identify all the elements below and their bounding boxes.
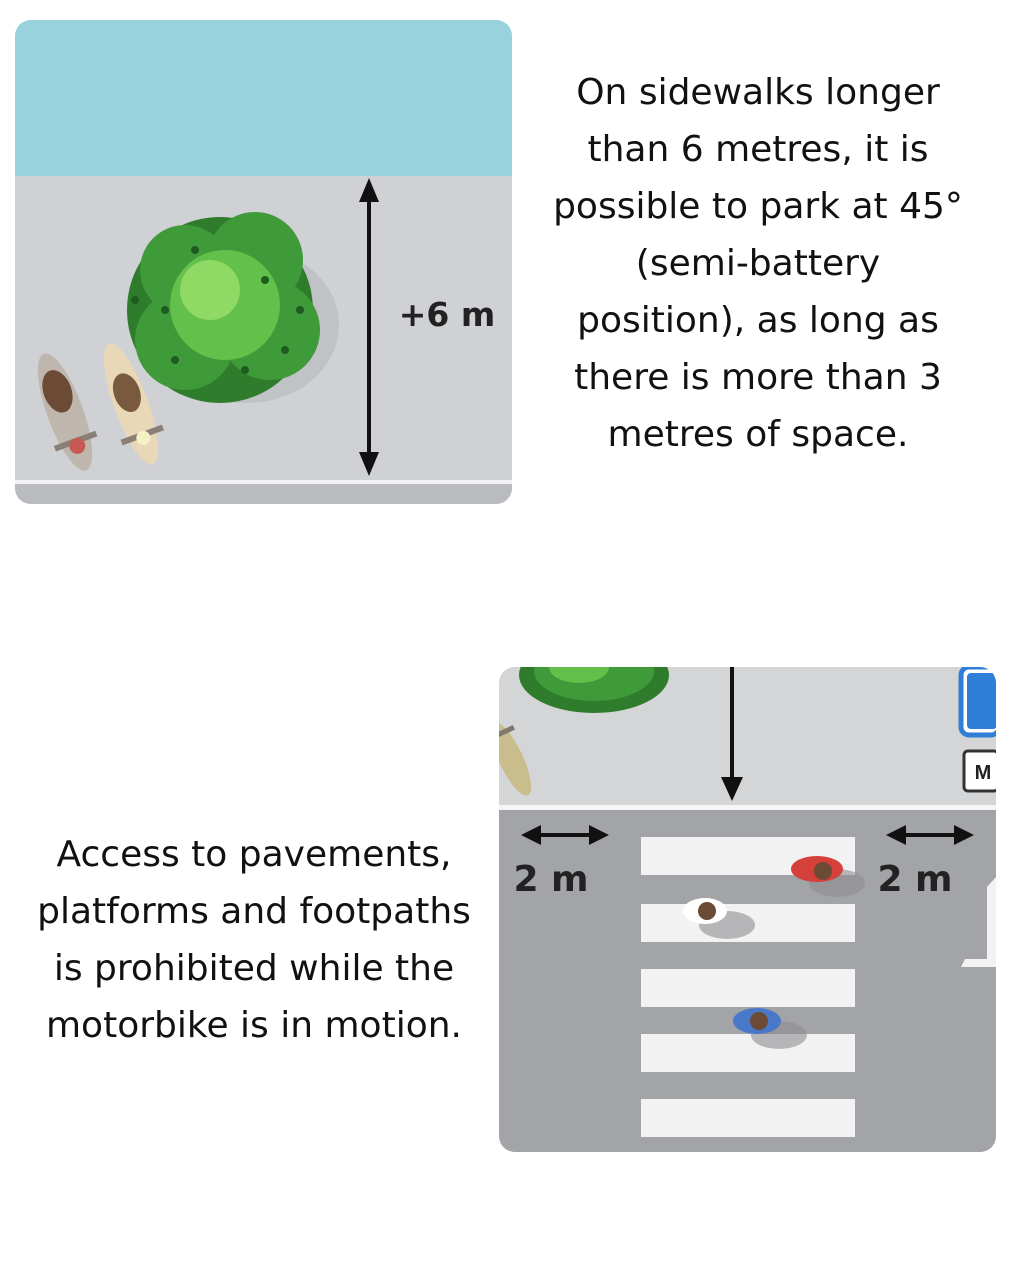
road-strip	[15, 484, 512, 504]
sign-letter: M	[974, 762, 992, 784]
curb-line	[499, 805, 996, 810]
water-band	[15, 20, 512, 176]
dimension-label: +6 m	[398, 295, 496, 334]
left-dimension-label: 2 m	[513, 859, 589, 900]
sidewalk-parking-illustration	[15, 20, 512, 504]
road-sign-icon	[961, 667, 996, 791]
top-caption: On sidewalks longer than 6 metres, it is possible to park at 45° (semi-battery position), as long as there is more than 3 metres of space.	[553, 72, 963, 455]
right-dimension-label: 2 m	[877, 859, 953, 900]
bottom-caption: Access to pavements, platforms and footpaths is prohibited while the motorbike is in motion.	[37, 834, 471, 1046]
curb-line	[15, 480, 512, 484]
crosswalk-illustration	[499, 667, 996, 1152]
